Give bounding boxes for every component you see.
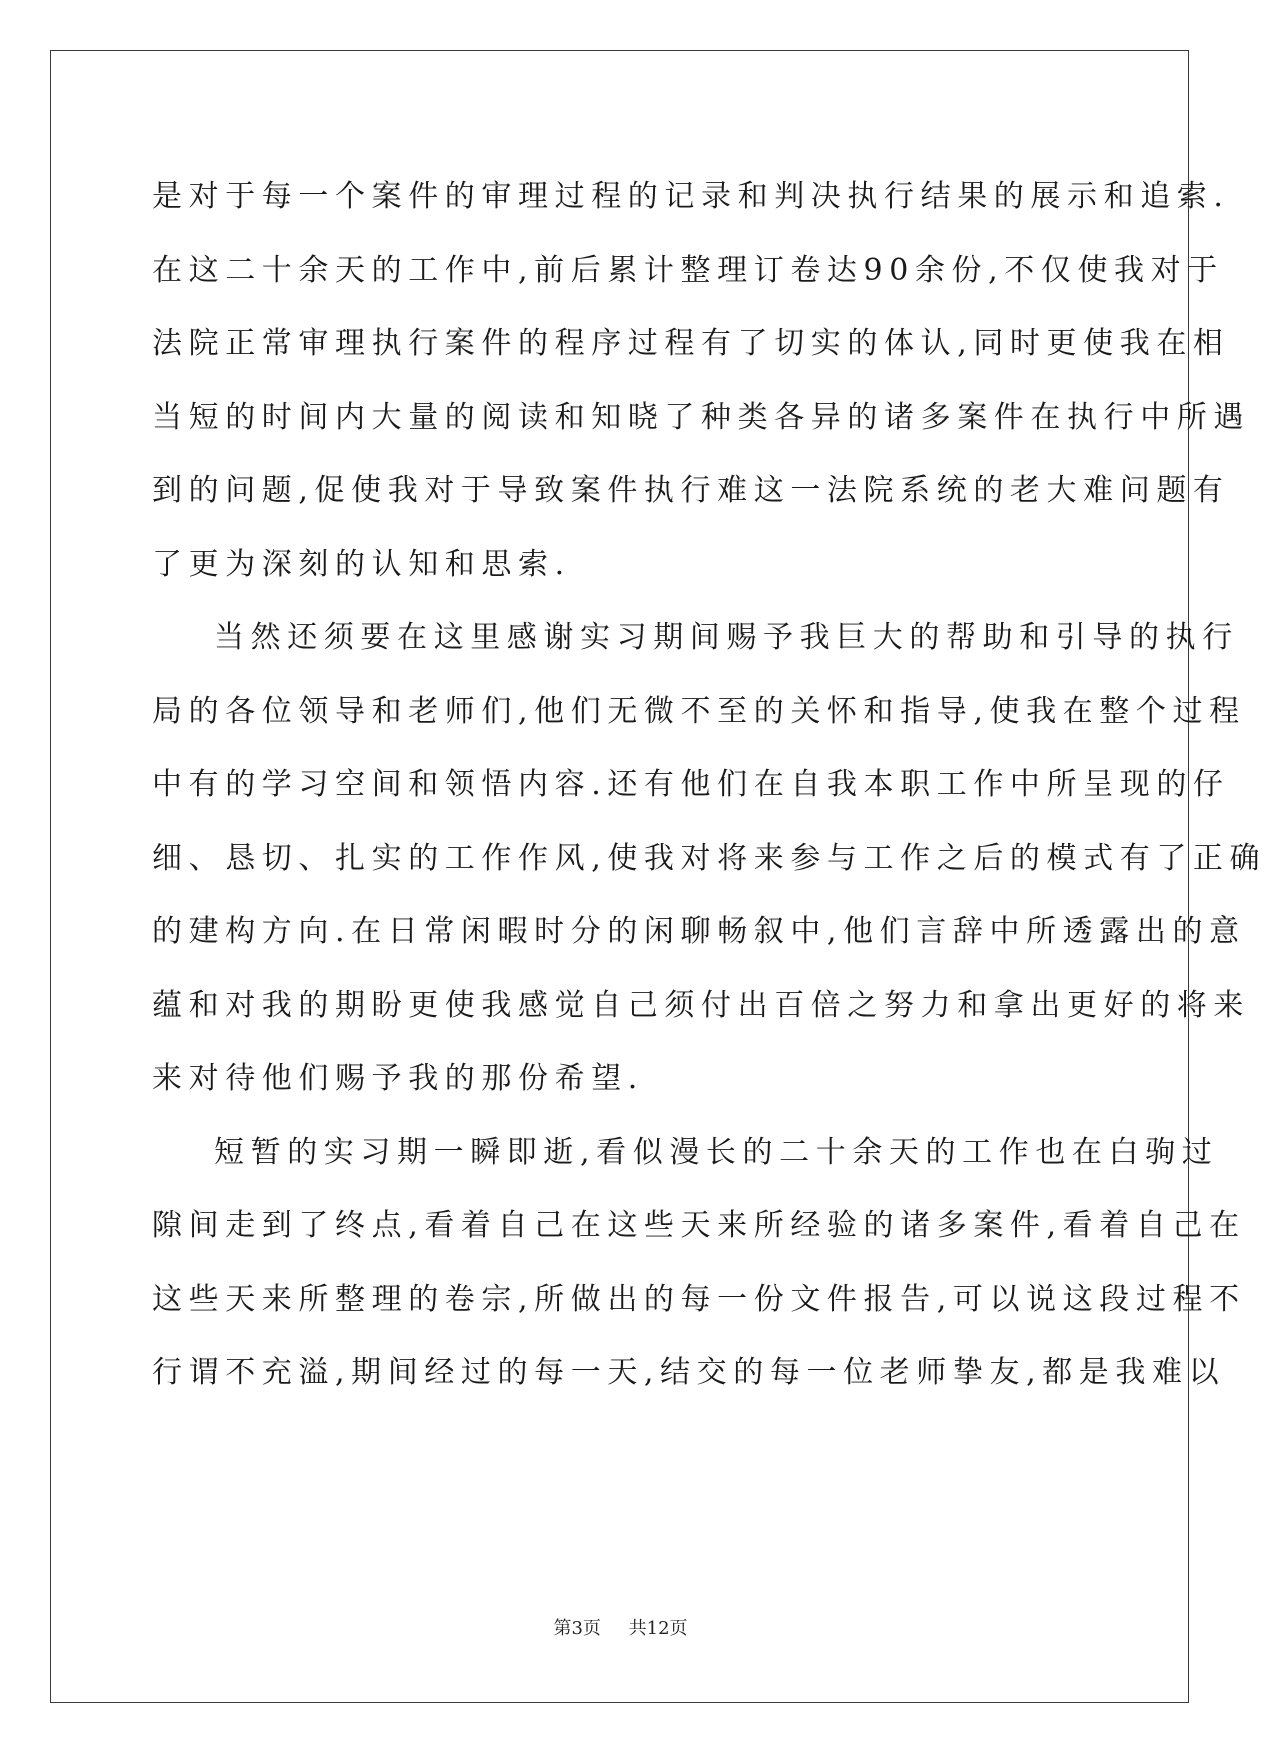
body-line: 到的问题,促使我对于导致案件执行难这一法院系统的老大难问题有 <box>152 473 1230 508</box>
body-line: 来对待他们赐予我的那份希望. <box>152 1061 644 1096</box>
body-line: 法院正常审理执行案件的程序过程有了切实的体认,同时更使我在相 <box>152 326 1230 361</box>
body-line: 当短的时间内大量的阅读和知晓了种类各异的诸多案件在执行中所遇 <box>152 399 1250 435</box>
body-line: 的建构方向.在日常闲暇时分的闲聊畅叙中,他们言辞中所透露出的意 <box>152 914 1246 949</box>
body-line: 蕴和对我的期盼更使我感觉自己须付出百倍之努力和拿出更好的将来 <box>152 987 1250 1023</box>
document-body <box>152 160 1266 1410</box>
body-line: 隙间走到了终点,看着自己在这些天来所经验的诸多案件,看着自己在 <box>152 1208 1246 1243</box>
body-line: 了更为深刻的认知和思索. <box>152 546 571 582</box>
body-line: 这些天来所整理的卷宗,所做出的每一份文件报告,可以说这段过程不 <box>152 1281 1246 1317</box>
body-line: 在这二十余天的工作中,前后累计整理订卷达90余份,不仅使我对于 <box>152 252 1224 288</box>
paragraph-start-line: 当然还须要在这里感谢实习期间赐予我巨大的帮助和引导的执行 <box>214 620 1239 655</box>
body-line: 行谓不充溢,期间经过的每一天,结交的每一位老师挚友,都是我难以 <box>152 1355 1226 1390</box>
paragraph-start-line: 短暂的实习期一瞬即逝,看似漫长的二十余天的工作也在白驹过 <box>214 1134 1219 1170</box>
body-line: 是对于每一个案件的审理过程的记录和判决执行结果的展示和追索. <box>152 179 1230 214</box>
body-line: 中有的学习空间和领悟内容.还有他们在自我本职工作中所呈现的仔 <box>152 767 1230 802</box>
page-count: 共12页 <box>628 1618 688 1639</box>
page-number: 第3页 <box>553 1618 601 1639</box>
page-footer <box>0 1614 1241 1640</box>
body-line: 细、恳切、扎实的工作作风,使我对将来参与工作之后的模式有了正确 <box>152 840 1266 876</box>
body-line: 局的各位领导和老师们,他们无微不至的关怀和指导,使我在整个过程 <box>152 693 1246 729</box>
